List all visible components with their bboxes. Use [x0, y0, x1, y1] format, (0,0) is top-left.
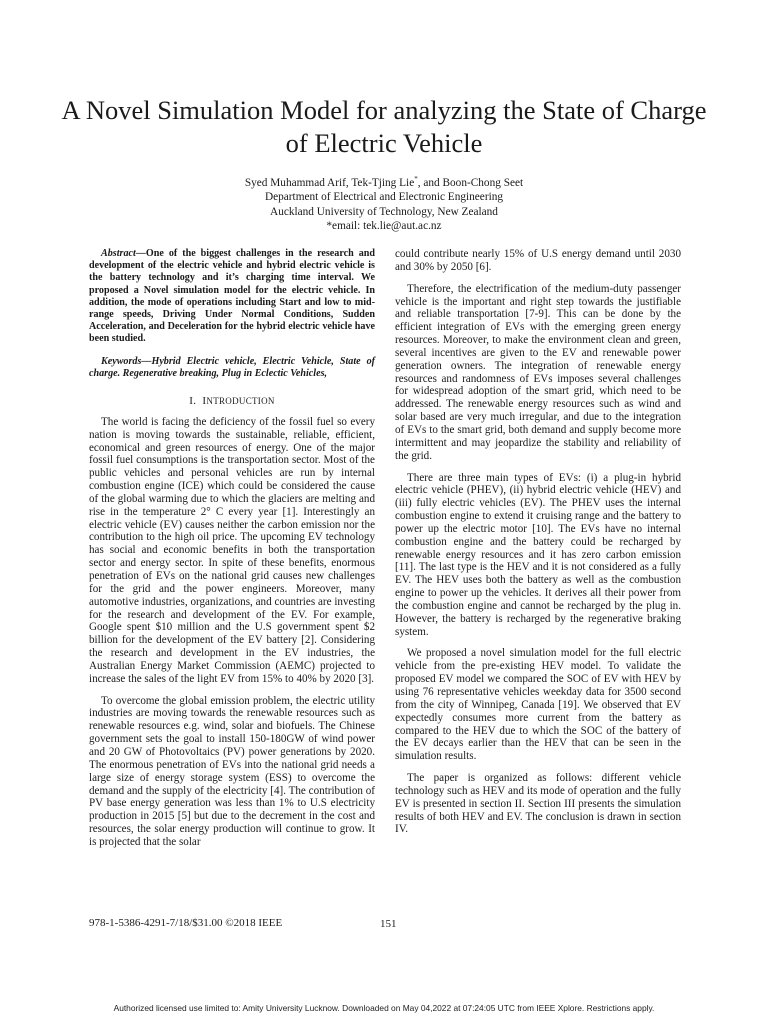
- paragraph: The paper is organized as follows: different vehicle technology such as HEV and its mode of operation and the fully EV is presented in section II. Section III presents the simulation results of both HEV and EV. The conclusion is drawn in section IV.: [395, 772, 681, 836]
- section-heading-introduction: I. INTRODUCTION: [189, 395, 275, 408]
- paper-title: A Novel Simulation Model for analyzing the State of Charge of Electric Vehicle: [61, 95, 707, 158]
- paragraph: There are three main types of EVs: (i) a plug-in hybrid electric vehicle (PHEV), (ii) hybrid electric vehicle (HEV) and (iii) fully electric vehicles (EV). The PHEV uses the internal combustion engine to extend it cruising range and the battery to power up the electric motor [10]. The EVs have no internal combustion engine and the battery could be recharged by renewable energy resources and it has zero carbon emission [11]. The last type is the HEV and it is not considered as a fully EV. The HEV uses both the battery as well as the combustion engine to power up the vehicles. It derives all their power from the combustion engine and cannot be recharged by the plug in. However, the battery is recharged by the regenerative braking system.: [395, 471, 681, 638]
- author-names: Syed Muhammad Arif, Tek-Tjing Lie*, and Boon-Chong Seet: [244, 175, 524, 189]
- abstract-text: One of the biggest challenges in the research and development of the electric vehicle and hybrid electric vehicle is the battery technology and it’s charging time interval. We proposed a Novel simulation model for the electric vehicle. In addition, the mode of operations including Start and low to mid-range speeds, Driving Under Normal Conditions, Sudden Acceleration, and Deceleration for the hybrid electric vehicle have been studied.: [89, 248, 375, 345]
- right-column: [395, 248, 681, 845]
- license-notice: Authorized licensed use limited to: Amity University Lucknow. Downloaded on May 04,2022 at 07:24:05 UTC from IEEE Xplore. Restrictions apply.: [113, 1003, 655, 1013]
- paragraph: could contribute nearly 15% of U.S energy demand until 2030 and 30% by 2050 [6].: [395, 248, 681, 273]
- author-email: *email: tek.lie@aut.ac.nz: [326, 220, 442, 233]
- author-department: Department of Electrical and Electronic Engineering: [264, 191, 504, 204]
- paragraph: To overcome the global emission problem, the electric utility industries are moving towards the renewable resources such as renewable resources e.g. wind, solar and biofuels. The Chinese government sets the goal to install 150-180GW of wind power and 20 GW of Photovoltaics (PV) power generations by 2020. The enormous penetration of EVs into the national grid needs a large size of energy storage system (ESS) to overcome the demand and the supply of the electricity [4]. The contribution of PV base energy generation was less than 1% to U.S electricity production in 2015 [5] but due to the decrement in the cost and resources, the solar energy production will continue to grow. It is projected that the solar: [89, 694, 375, 848]
- paragraph: Therefore, the electrification of the medium-duty passenger vehicle is the important and right step towards the justifiable and reliable transportation [7-9]. This can be done by the efficient integration of EVs with the emerging green energy resources. Moreover, to make the environment clean and green, several incentives are given to the EV and renewable power generation owners. The integration of renewable energy resources and randomness of EVs imposes several challenges for widespread adoption of the smart grid, which need to be addressed. The renewable energy resources such as wind and solar based are very much irregular, and due to the integration of EVs to the smart grid, both demand and supply become more intermittent and may jeopardize the stability and reliability of the grid.: [395, 282, 681, 462]
- paragraph: We proposed a novel simulation model for the full electric vehicle from the pre-existing HEV model. To validate the proposed EV model we compared the SOC of EV with HEV by using 76 representative vehicles weekday data for 3500 second from the city of Winnipeg, Canada [19]. We observed that EV expectedly consumes more current from the battery as compared to the HEV due to which the SOC of the battery of the EV decays earlier than the HEV that can be seen in the simulation results.: [395, 647, 681, 763]
- paragraph: The world is facing the deficiency of the fossil fuel so every nation is moving towards the sustainable, reliable, efficient, economical and green resources of energy. One of the major fossil fuel consumptions is the transportation sector. Most of the public vehicles and personal vehicles are run by internal combustion engine (ICE) which could be considered the cause of the global warming due to which the glaciers are melting and rise in the temperature 2° C every year [1]. Interestingly an electric vehicle (EV) causes neither the carbon emission nor the contribution to the high oil price. The upcoming EV technology has social and economic benefits in both the transportation sector and energy sector. In spite of these benefits, enormous penetration of EVs on the national grid causes new challenges for the grid and the power engineers. Moreover, many automotive industries, organizations, and countries are investing for the research and development of the EV. For example, Google spent $10 million and the U.S government spent $2 billion for the development of the EV battery [2]. Considering the research and development in the EV industries, the Australian Energy Market Commission (AEMC) projected to increase the sales of the light EV from 15% to 40% by 2020 [3].: [89, 415, 375, 685]
- abstract: [89, 248, 375, 346]
- keywords: Keywords—Hybrid Electric vehicle, Electric Vehicle, State of charge. Regenerative breaking, Plug in Eclectic Vehicles,: [89, 355, 375, 379]
- abstract-label: Abstract—: [101, 248, 146, 259]
- author-block: [100, 172, 668, 234]
- page-number: 151: [380, 918, 397, 930]
- left-column: [89, 248, 375, 858]
- author-university: Auckland University of Technology, New Zealand: [270, 205, 498, 218]
- isbn-copyright: 978-1-5386-4291-7/18/$31.00 ©2018 IEEE: [89, 917, 283, 929]
